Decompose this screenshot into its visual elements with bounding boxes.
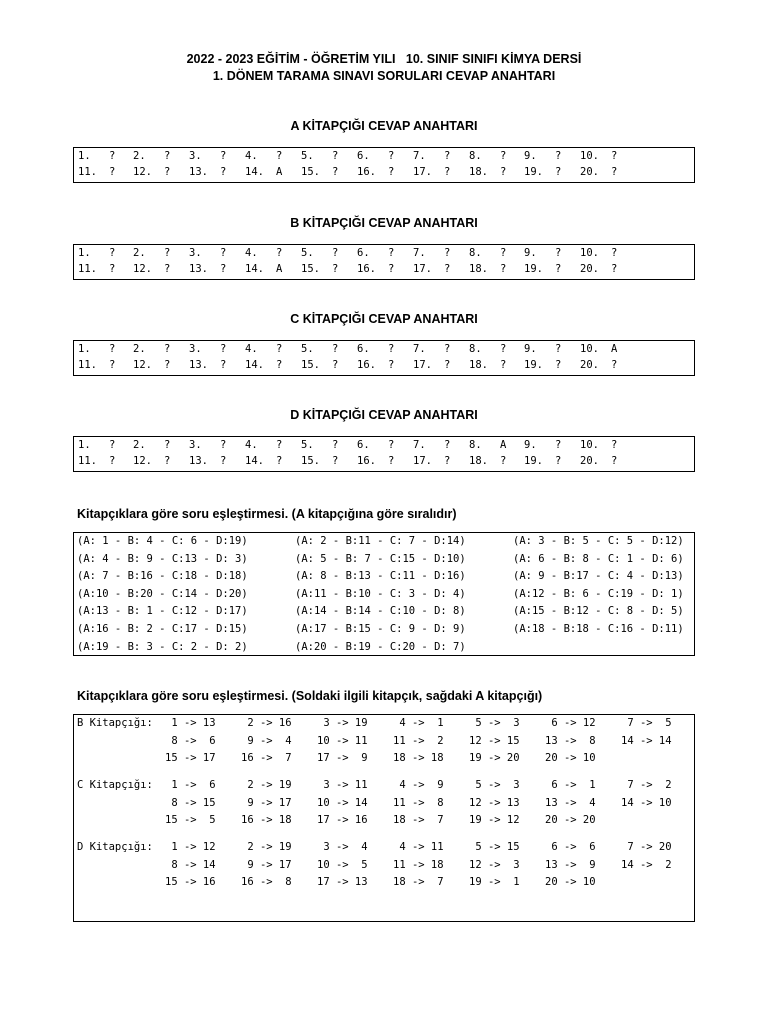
answer-value: ? [109,439,116,451]
question-number: 15. [301,166,320,178]
matching-cell: (A: 4 - B: 9 - C:13 - D: 3) [77,552,248,565]
answer-value: ? [109,343,116,355]
question-number: 19. [524,166,543,178]
mapping-cell: 18 -> 18 [393,752,444,765]
matching-table [73,532,695,656]
question-number: 10. [580,247,599,259]
question-number: 15. [301,263,320,275]
question-number: 3. [189,439,202,451]
mapping-cell: 11 -> 18 [393,858,444,871]
mapping-cell: 12 -> 3 [469,858,520,871]
answer-value: A [276,166,283,178]
question-number: 13. [189,359,208,371]
matching-cell: (A:14 - B:14 - C:10 - D: 8) [295,605,466,618]
question-number: 2. [133,247,146,259]
answer-value: ? [164,166,171,178]
booklet-label: C Kitapçığı: [77,779,153,791]
mapping-cell: 19 -> 12 [469,814,520,827]
mapping-cell: 20 -> 20 [545,814,596,827]
mapping-cell: 7 -> 2 [621,779,672,791]
answer-value: ? [500,150,507,162]
answer-value: ? [276,439,283,451]
matching-cell: (A: 3 - B: 5 - C: 5 - D:12) [513,535,684,547]
answer-value: ? [220,166,227,178]
mapping-cell: 16 -> 7 [241,752,292,765]
mapping-cell: 9 -> 17 [241,858,292,871]
matching-cell: (A:10 - B:20 - C:14 - D:20) [77,587,248,600]
answer-value: ? [220,359,227,371]
answer-value: ? [276,247,283,259]
question-number: 3. [189,150,202,162]
question-number: 19. [524,359,543,371]
answer-value: ? [611,263,618,275]
matching-cell: (A:17 - B:15 - C: 9 - D: 9) [295,623,466,635]
answer-value: ? [220,439,227,451]
answer-value: ? [611,166,618,178]
mapping-cell: 18 -> 7 [393,876,444,889]
answer-value: ? [332,359,339,371]
mapping-cell: 8 -> 6 [165,734,216,747]
answer-value: ? [500,455,507,467]
question-number: 17. [413,455,432,467]
answer-value: ? [332,343,339,355]
mapping-cell: 6 -> 1 [545,779,596,791]
matching-cell: (A: 7 - B:16 - C:18 - D:18) [77,570,248,583]
matching-cell: (A: 1 - B: 4 - C: 6 - D:19) [77,535,248,547]
mapping-cell: 14 -> 2 [621,858,672,871]
question-number: 4. [245,439,258,451]
question-number: 18. [469,455,488,467]
mapping-cell: 20 -> 10 [545,876,596,889]
answer-value: ? [500,343,507,355]
question-number: 9. [524,247,537,259]
matching-cell: (A:13 - B: 1 - C:12 - D:17) [77,605,248,618]
answer-value: ? [109,359,116,371]
answer-value: ? [388,247,395,259]
answer-value: ? [220,343,227,355]
question-number: 8. [469,343,482,355]
mapping-table [73,714,695,922]
answer-value: ? [500,166,507,178]
question-number: 6. [357,150,370,162]
question-number: 5. [301,247,314,259]
answer-value: ? [611,439,618,451]
answer-value: ? [555,166,562,178]
answer-value: ? [611,359,618,371]
question-number: 5. [301,343,314,355]
question-number: 11. [78,455,97,467]
mapping-cell: 7 -> 5 [621,717,672,729]
answer-value: ? [500,359,507,371]
question-number: 10. [580,150,599,162]
question-number: 14. [245,166,264,178]
mapping-cell: 5 -> 3 [469,779,520,791]
mapping-cell: 11 -> 8 [393,796,444,809]
mapping-cell: 3 -> 19 [317,717,368,729]
answer-value: ? [555,455,562,467]
question-number: 13. [189,166,208,178]
answer-value: ? [164,263,171,275]
answer-value: ? [164,439,171,451]
answer-value: ? [109,455,116,467]
answer-key-box [73,147,695,183]
mapping-cell: 15 -> 16 [165,876,216,889]
mapping-cell: 1 -> 12 [165,841,216,853]
question-number: 18. [469,359,488,371]
mapping-cell: 16 -> 8 [241,876,292,889]
answer-key-box [73,340,695,376]
question-number: 1. [78,343,91,355]
question-number: 11. [78,359,97,371]
question-number: 20. [580,166,599,178]
answer-value: ? [611,247,618,259]
question-number: 9. [524,343,537,355]
mapping-cell: 8 -> 15 [165,796,216,809]
question-number: 2. [133,150,146,162]
question-number: 14. [245,359,264,371]
question-number: 17. [413,166,432,178]
matching-cell: (A:16 - B: 2 - C:17 - D:15) [77,623,248,635]
mapping-cell: 13 -> 9 [545,858,596,871]
document-title-line-2: 1. DÖNEM TARAMA SINAVI SORULARI CEVAP ANAHTARI [212,69,556,83]
question-number: 8. [469,439,482,451]
question-number: 4. [245,150,258,162]
question-number: 7. [413,439,426,451]
answer-value: ? [555,343,562,355]
question-number: 11. [78,263,97,275]
mapping-cell: 1 -> 6 [165,779,216,791]
question-number: 16. [357,455,376,467]
answer-value: ? [555,150,562,162]
answer-key-title: D KİTAPÇIĞI CEVAP ANAHTARI [290,408,478,422]
question-number: 20. [580,359,599,371]
question-number: 8. [469,150,482,162]
mapping-cell: 14 -> 10 [621,796,672,809]
answer-value: ? [164,343,171,355]
mapping-cell: 9 -> 17 [241,796,292,809]
answer-value: ? [276,343,283,355]
answer-value: ? [611,150,618,162]
answer-value: ? [164,150,171,162]
answer-value: ? [555,439,562,451]
question-number: 3. [189,247,202,259]
answer-value: ? [444,455,451,467]
mapping-cell: 7 -> 20 [621,841,672,853]
mapping-cell: 17 -> 16 [317,814,368,827]
question-number: 13. [189,455,208,467]
mapping-cell: 9 -> 4 [241,734,292,747]
mapping-title: Kitapçıklara göre soru eşleştirmesi. (Soldaki ilgili kitapçık, sağdaki A kitapçığı) [77,689,543,703]
matching-cell: (A:18 - B:18 - C:16 - D:11) [513,623,684,635]
question-number: 7. [413,343,426,355]
matching-cell: (A:15 - B:12 - C: 8 - D: 5) [513,605,684,618]
answer-key-title: A KİTAPÇIĞI CEVAP ANAHTARI [290,119,478,133]
answer-value: ? [444,343,451,355]
question-number: 6. [357,343,370,355]
answer-value: ? [220,150,227,162]
answer-value: ? [332,439,339,451]
answer-value: ? [332,247,339,259]
answer-value: A [500,439,507,451]
mapping-cell: 10 -> 14 [317,796,368,809]
answer-value: ? [332,150,339,162]
question-number: 12. [133,166,152,178]
mapping-cell: 3 -> 4 [317,841,368,853]
question-number: 18. [469,166,488,178]
matching-cell: (A: 9 - B:17 - C: 4 - D:13) [513,570,684,583]
answer-key-title: C KİTAPÇIĞI CEVAP ANAHTARI [290,312,478,326]
answer-value: ? [164,247,171,259]
answer-key-box [73,436,695,472]
answer-value: ? [444,263,451,275]
answer-value: ? [220,263,227,275]
matching-title: Kitapçıklara göre soru eşleştirmesi. (A kitapçığına göre sıralıdır) [77,507,457,521]
answer-value: ? [388,359,395,371]
mapping-cell: 10 -> 11 [317,734,368,747]
question-number: 12. [133,455,152,467]
answer-value: ? [388,263,395,275]
answer-value: ? [388,439,395,451]
question-number: 5. [301,150,314,162]
answer-value: A [611,343,618,355]
question-number: 18. [469,263,488,275]
question-number: 16. [357,359,376,371]
matching-cell: (A: 8 - B:13 - C:11 - D:16) [295,570,466,583]
mapping-cell: 18 -> 7 [393,814,444,827]
mapping-cell: 14 -> 14 [621,734,672,747]
matching-cell: (A: 5 - B: 7 - C:15 - D:10) [295,552,466,565]
answer-key-box [73,244,695,280]
answer-value: ? [276,359,283,371]
mapping-cell: 2 -> 16 [241,717,292,729]
question-number: 15. [301,359,320,371]
mapping-cell: 4 -> 11 [393,841,444,853]
mapping-cell: 16 -> 18 [241,814,292,827]
question-number: 1. [78,247,91,259]
question-number: 12. [133,359,152,371]
answer-value: ? [444,166,451,178]
question-number: 15. [301,455,320,467]
answer-value: ? [164,359,171,371]
mapping-cell: 5 -> 3 [469,717,520,729]
question-number: 17. [413,359,432,371]
answer-value: ? [555,247,562,259]
answer-value: ? [276,150,283,162]
question-number: 4. [245,247,258,259]
question-number: 1. [78,150,91,162]
answer-value: ? [332,455,339,467]
answer-value: ? [611,455,618,467]
answer-value: ? [109,247,116,259]
answer-value: ? [500,247,507,259]
booklet-label: D Kitapçığı: [77,841,153,853]
answer-value: ? [444,247,451,259]
answer-value: ? [555,359,562,371]
answer-value: ? [388,343,395,355]
matching-cell: (A:12 - B: 6 - C:19 - D: 1) [513,587,684,600]
answer-value: ? [388,455,395,467]
question-number: 13. [189,263,208,275]
question-number: 9. [524,439,537,451]
question-number: 20. [580,263,599,275]
mapping-cell: 6 -> 6 [545,841,596,853]
mapping-cell: 4 -> 9 [393,779,444,791]
mapping-cell: 15 -> 17 [165,752,216,765]
mapping-cell: 4 -> 1 [393,717,444,729]
question-number: 4. [245,343,258,355]
question-number: 19. [524,455,543,467]
matching-cell: (A: 6 - B: 8 - C: 1 - D: 6) [513,552,684,565]
question-number: 14. [245,455,264,467]
mapping-cell: 20 -> 10 [545,752,596,765]
question-number: 3. [189,343,202,355]
question-number: 6. [357,439,370,451]
document-title-line-1: 2022 - 2023 EĞİTİM - ÖĞRETİM YILI 10. SINIF SINIFI KİMYA DERSİ [186,52,582,66]
answer-value: ? [388,150,395,162]
booklet-label: B Kitapçığı: [77,717,153,729]
mapping-cell: 1 -> 13 [165,717,216,729]
mapping-cell: 12 -> 13 [469,796,520,809]
question-number: 2. [133,439,146,451]
mapping-cell: 19 -> 20 [469,752,520,765]
mapping-cell: 5 -> 15 [469,841,520,853]
answer-value: ? [555,263,562,275]
question-number: 19. [524,263,543,275]
question-number: 11. [78,166,97,178]
matching-cell: (A:19 - B: 3 - C: 2 - D: 2) [77,640,248,653]
question-number: 7. [413,247,426,259]
mapping-cell: 2 -> 19 [241,779,292,791]
question-number: 12. [133,263,152,275]
mapping-cell: 17 -> 13 [317,876,368,889]
question-number: 14. [245,263,264,275]
mapping-cell: 11 -> 2 [393,734,444,747]
mapping-cell: 13 -> 8 [545,734,596,747]
question-number: 16. [357,263,376,275]
answer-value: ? [109,263,116,275]
answer-value: ? [276,455,283,467]
mapping-cell: 13 -> 4 [545,796,596,809]
answer-value: ? [109,166,116,178]
question-number: 5. [301,439,314,451]
answer-value: ? [444,439,451,451]
mapping-cell: 6 -> 12 [545,717,596,729]
mapping-cell: 17 -> 9 [317,752,368,765]
answer-value: ? [388,166,395,178]
answer-value: ? [332,263,339,275]
answer-value: ? [109,150,116,162]
answer-value: ? [164,455,171,467]
question-number: 10. [580,343,599,355]
mapping-cell: 2 -> 19 [241,841,292,853]
mapping-cell: 15 -> 5 [165,814,216,827]
mapping-cell: 12 -> 15 [469,734,520,747]
question-number: 7. [413,150,426,162]
question-number: 9. [524,150,537,162]
matching-cell: (A: 2 - B:11 - C: 7 - D:14) [295,535,466,547]
question-number: 6. [357,247,370,259]
mapping-cell: 8 -> 14 [165,858,216,871]
answer-value: ? [220,455,227,467]
question-number: 2. [133,343,146,355]
question-number: 1. [78,439,91,451]
question-number: 16. [357,166,376,178]
answer-value: ? [444,150,451,162]
answer-key-title: B KİTAPÇIĞI CEVAP ANAHTARI [290,216,478,230]
matching-cell: (A:11 - B:10 - C: 3 - D: 4) [295,587,466,600]
mapping-cell: 3 -> 11 [317,779,368,791]
matching-cell: (A:20 - B:19 - C:20 - D: 7) [295,640,466,653]
question-number: 10. [580,439,599,451]
question-number: 20. [580,455,599,467]
answer-value: ? [220,247,227,259]
answer-value: A [276,263,283,275]
answer-value: ? [500,263,507,275]
question-number: 17. [413,263,432,275]
mapping-cell: 10 -> 5 [317,858,368,871]
question-number: 8. [469,247,482,259]
answer-value: ? [332,166,339,178]
mapping-cell: 19 -> 1 [469,876,520,889]
answer-value: ? [444,359,451,371]
